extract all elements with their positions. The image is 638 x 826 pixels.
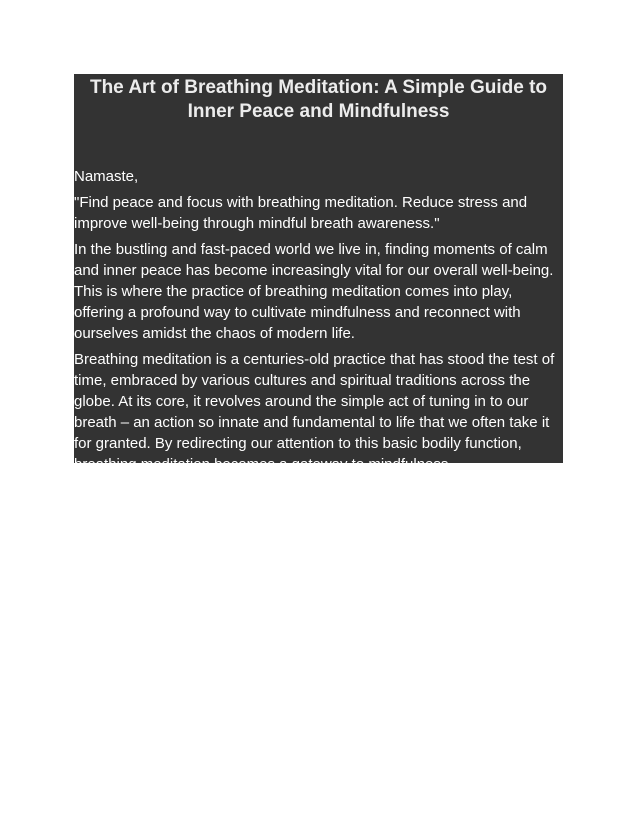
greeting-text: Namaste, xyxy=(74,168,139,185)
paragraph-intro: In the bustling and fast-paced world we live in, finding moments of calm and inner peace has become increasingly vital for our overall well-being. This is where the practice of breathing meditation comes into play, offering a profound way to cultivate mindfulness and reconnect with ourselves amidst the chaos of modern life. xyxy=(74,241,554,342)
paragraph-body: Breathing meditation is a centuries-old practice that has stood the test of time, embraced by various cultures and spiritual traditions across the globe. At its core, it revolves around the simple act of tuning in to our breath – an action so innate and fundamental to life that we often take it for granted. By redirecting our attention to this basic bodily function, breathing meditation becomes a gateway to mindfulness. xyxy=(74,351,555,473)
article-title: The Art of Breathing Meditation: A Simple Guide to Inner Peace and Mindfulness xyxy=(89,77,548,122)
intro-quote: "Find peace and focus with breathing meditation. Reduce stress and improve well-being through mindful breath awareness." xyxy=(74,194,528,232)
article-content-block xyxy=(74,74,563,473)
